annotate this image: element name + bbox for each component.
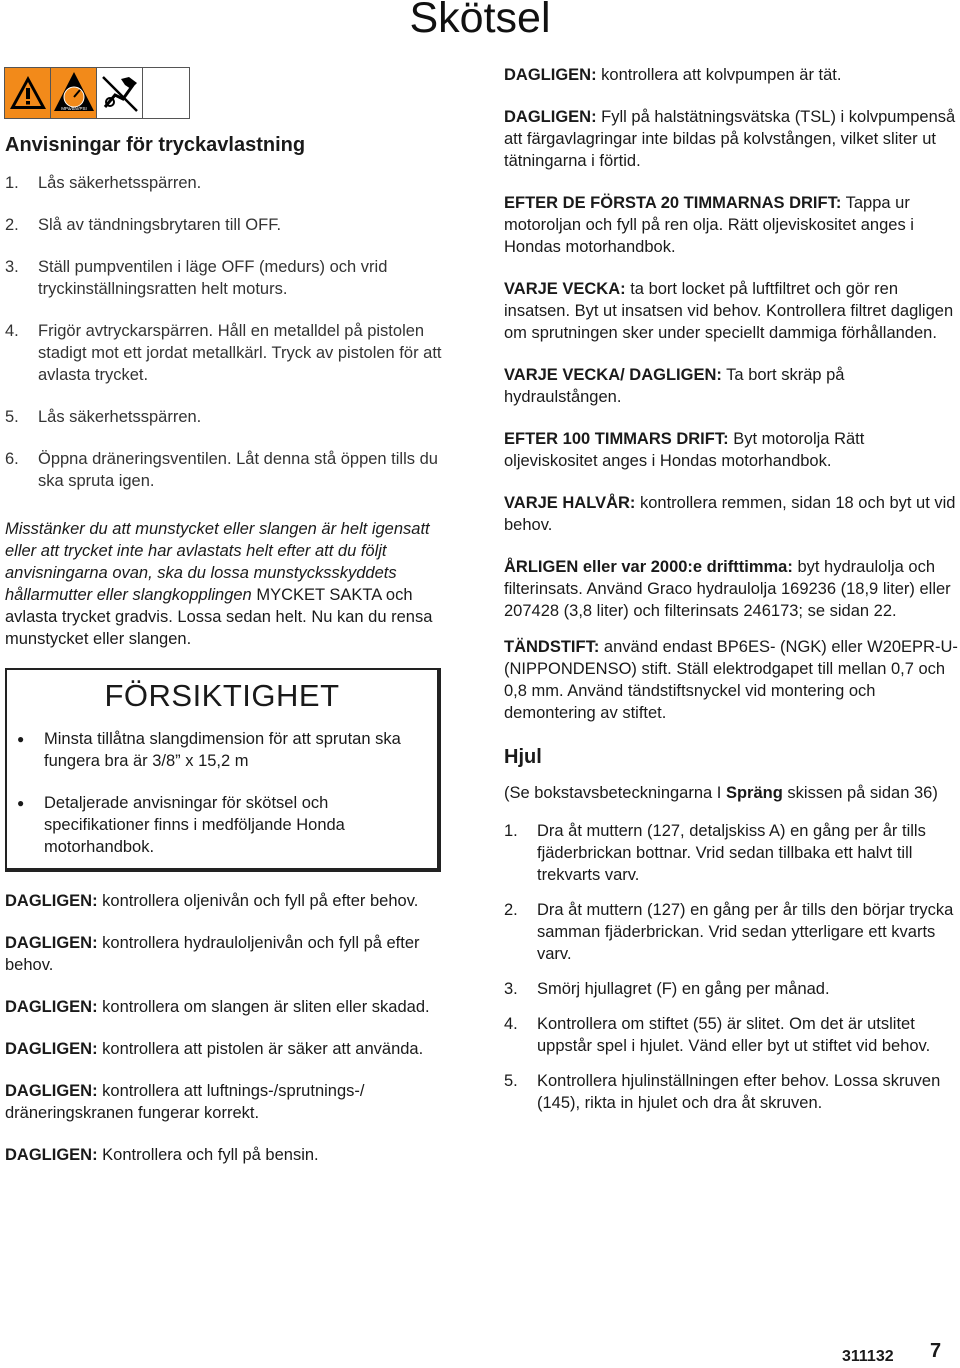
maintenance-item: DAGLIGEN: Fyll på halstätningsvätska (TSL) i kolvpumpenså att färgavlagringar inte bildas på kolvstången, vilket sliter ut tätningarna i förtid. (504, 108, 956, 170)
list-item: 6. Öppna dräneringsventilen. Låt denna stå öppen tills du ska spruta igen. (5, 450, 438, 490)
page-title: Skötsel (409, 0, 551, 42)
daily-check-fuel: DAGLIGEN: Kontrollera och fyll på bensin. (5, 1146, 319, 1164)
wheel-heading: Hjul (504, 746, 542, 768)
wheel-steps (504, 820, 960, 1114)
daily-check-gun: DAGLIGEN: kontrollera att pistolen är säker att använda. (5, 1040, 424, 1058)
left-column (5, 132, 460, 1186)
daily-check-hydraulic: DAGLIGEN: kontrollera hydrauloljenivån och fyll på efter behov. (5, 934, 420, 974)
pressure-relief-heading: Anvisningar för tryckavlastning (5, 134, 306, 156)
list-item: 3. Ställ pumpventilen i läge OFF (medurs) och vrid tryckinställningsratten helt moturs. (5, 258, 388, 298)
maintenance-item: EFTER 100 TIMMARS DRIFT: Byt motorolja Rätt oljeviskositet anges i Hondas motorhandbok. (504, 430, 865, 470)
pressure-unit-label: MPa/bar/PSI (60, 106, 87, 111)
document-number: 311132 (842, 1348, 894, 1365)
list-item: 1. Dra åt muttern (127, detaljskiss A) en gång per år tills fjäderbrickan bottnar. Vrid sedan tillbaka ett halvt till trekvarts varv. (504, 822, 926, 884)
pressure-gauge-icon (51, 68, 97, 118)
maintenance-item: VARJE VECKA: ta bort locket på luftfiltret och gör ren insatsen. Byt ut insatsen vid behov. Kontrollera filtret dagligen om sprutningen sker under speciellt dammiga förhållanden. (504, 280, 954, 342)
list-item: 1. Lås säkerhetsspärren. (5, 174, 202, 192)
list-item: 3. Smörj hjullagret (F) en gång per månad. (504, 980, 830, 998)
maintenance-item: DAGLIGEN: kontrollera att kolvpumpen är tät. (504, 66, 842, 84)
caution-box (5, 668, 441, 872)
wheel-intro: (Se bokstavsbeteckningarna I Spräng skissen på sidan 36) (504, 784, 938, 802)
bullet-icon: ● (17, 732, 25, 746)
warning-icons-strip (4, 67, 190, 119)
daily-check-valve: DAGLIGEN: kontrollera att luftnings-/sprutnings-/ dräneringskranen fungerar korrekt. (5, 1082, 365, 1122)
maintenance-item: VARJE HALVÅR: kontrollera remmen, sidan 18 och byt ut vid behov. (504, 494, 956, 534)
maintenance-item: EFTER DE FÖRSTA 20 TIMMARNAS DRIFT: Tappa ur motoroljan och fyll på ren olja. Rätt oljeviskositet anges i Hondas motorhandbok. (504, 194, 914, 256)
maintenance-item: VARJE VECKA/ DAGLIGEN: Ta bort skräp på hydraulstången. (504, 366, 845, 406)
clogged-nozzle-note: Misstänker du att munstycket eller slangen är helt igensatt eller att trycket inte har avlastats helt efter att du följt anvisningarna ovan, ska du lossa munstycksskyddets hållarmutter eller slangkopplingen MYCKET SAKTA och avlasta trycket gradvis. Lossa sedan helt. Nu kan du rensa munstycket eller slangen. (5, 520, 433, 648)
list-item: 4. Frigör avtryckarspärren. Håll en metalldel på pistolen stadigt mot ett jordat metallkärl. Tryck av pistolen för att avlasta trycket. (5, 322, 442, 384)
daily-check-oil: DAGLIGEN: kontrollera oljenivån och fyll på efter behov. (5, 892, 419, 910)
warning-triangle-icon (5, 68, 51, 118)
maintenance-item: ÅRLIGEN eller var 2000:e drifttimma: byt hydraulolja och filterinsats. Använd Graco hydraulolja 169236 (18,9 liter) eller 207428 (3,8 liter) och filterinsats 246173; se sidan 22. (504, 558, 951, 620)
injection-hazard-icon (97, 68, 143, 118)
caution-title: FÖRSIKTIGHET (104, 678, 340, 713)
caution-item: ● Minsta tillåtna slangdimension för att sprutan ska fungera bra är 3/8” x 15,2 m (17, 730, 401, 770)
maintenance-item: TÄNDSTIFT: använd endast BP6ES- (NGK) eller W20EPR-U- (NIPPONDENSO) stift. Ställ elektrodgapet till mellan 0,7 och 0,8 mm. Använd tändstiftsnyckel vid montering och demontering av stiftet. (504, 638, 958, 722)
list-item: 5. Lås säkerhetsspärren. (5, 408, 202, 426)
caution-item: ● Detaljerade anvisningar för skötsel och specifikationer finns i medföljande Honda motorhandbok. (17, 794, 345, 856)
list-item: 2. Dra åt muttern (127) en gång per år tills den börjar trycka samman fjäderbrickan. Vrid sedan ytterligare ett kvarts varv. (504, 901, 954, 963)
list-item: 2. Slå av tändningsbrytaren till OFF. (5, 216, 282, 234)
daily-check-hose: DAGLIGEN: kontrollera om slangen är sliten eller skadad. (5, 998, 430, 1016)
bullet-icon: ● (17, 796, 25, 810)
right-column (504, 64, 960, 1127)
list-item: 4. Kontrollera om stiftet (55) är slitet. Om det är utslitet uppstår spel i hjulet. Vänd eller byt ut stiftet vid behov. (504, 1015, 931, 1055)
pressure-relief-steps (5, 172, 460, 492)
page-number: 7 (930, 1340, 942, 1362)
blank-icon (143, 68, 189, 118)
list-item: 5. Kontrollera hjulinställningen efter behov. Lossa skruven (145), rikta in hjulet och dra åt skruven. (504, 1072, 941, 1112)
